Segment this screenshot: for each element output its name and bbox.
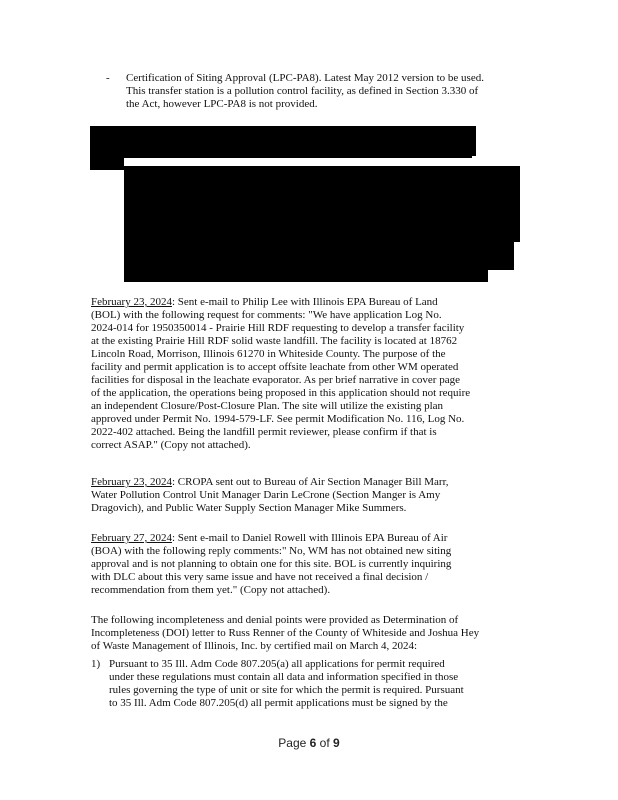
entry-first-line bbox=[91, 476, 531, 489]
entry-line: Water Pollution Control Unit Manager Darin LeCrone (Section Manger is Amy bbox=[91, 489, 441, 501]
entry-line: recommendation from them yet." (Copy not attached). bbox=[91, 584, 331, 596]
entry-line: Lincoln Road, Morrison, Illinois 61270 in Whiteside County. The purpose of the bbox=[91, 348, 446, 360]
entry-line: with DLC about this very same issue and have not received a final decision / bbox=[91, 571, 429, 583]
bullet-line: This transfer station is a pollution control facility, as defined in Section 3.330 of bbox=[126, 85, 479, 97]
list-text bbox=[109, 658, 529, 710]
entry-line: approval and is not planning to obtain one for this site. BOL is currently inquiring bbox=[91, 558, 452, 570]
bullet-line: Certification of Siting Approval (LPC-PA8). Latest May 2012 version to be used. bbox=[126, 72, 484, 84]
entry-first-text: : Sent e-mail to Philip Lee with Illinois EPA Bureau of Land bbox=[171, 296, 438, 308]
redaction-bar bbox=[124, 166, 520, 224]
footer-prefix: Page bbox=[278, 736, 310, 750]
entry-first-text: : Sent e-mail to Daniel Rowell with Illinois EPA Bureau of Air bbox=[171, 532, 448, 544]
entry-feb27-boa bbox=[91, 532, 531, 597]
entry-line: of the application, the operations being proposed in this application should not require bbox=[91, 387, 471, 399]
redaction-bar bbox=[90, 156, 124, 170]
entry-first-text: : CROPA sent out to Bureau of Air Section Manager Bill Marr, bbox=[171, 476, 449, 488]
entry-line: facilities for disposal in the leachate evaporator. As per brief narrative in cover page bbox=[91, 374, 460, 386]
list-line: under these regulations must contain all data and information specified in those bbox=[109, 671, 459, 683]
entry-line: 2022-402 attached. Being the landfill permit reviewer, please confirm if that is bbox=[91, 426, 437, 438]
redaction-bar bbox=[124, 266, 488, 282]
entry-line: Dragovich), and Public Water Supply Section Manager Mike Summers. bbox=[91, 502, 407, 514]
bullet-dash: - bbox=[106, 72, 110, 84]
list-number: 1) bbox=[91, 658, 101, 670]
bullet-line: the Act, however LPC-PA8 is not provided. bbox=[126, 98, 318, 110]
list-line: rules governing the type of unit or site for which the permit is required. Pursuant bbox=[109, 684, 464, 696]
redaction-bar bbox=[90, 140, 472, 158]
redaction-bar bbox=[124, 220, 520, 242]
entry-line: an independent Closure/Post-Closure Plan. The site will utilize the existing plan bbox=[91, 400, 444, 412]
entry-line: correct ASAP." (Copy not attached). bbox=[91, 439, 251, 451]
intro-line: of Waste Management of Illinois, Inc. by certified mail on March 4, 2024: bbox=[91, 640, 418, 652]
entry-line: (BOL) with the following request for comments: "We have application Log No. bbox=[91, 309, 442, 321]
entry-line: at the existing Prairie Hill RDF solid waste landfill. The facility is located at 18762 bbox=[91, 335, 458, 347]
footer-middle: of bbox=[316, 736, 334, 750]
entry-line: 2024-014 for 1950350014 - Prairie Hill RDF requesting to develop a transfer facility bbox=[91, 322, 465, 334]
list-line: Pursuant to 35 Ill. Adm Code 807.205(a) all applications for permit required bbox=[109, 658, 445, 670]
footer-total-pages: 9 bbox=[333, 736, 340, 750]
intro-line: The following incompleteness and denial points were provided as Determination of bbox=[91, 614, 459, 626]
entry-line: facility and permit application is to accept offsite leachate from other WM operated bbox=[91, 361, 459, 373]
entry-feb23-cropa bbox=[91, 476, 531, 515]
entry-line: (BOA) with the following reply comments:" No, WM has not obtained new siting bbox=[91, 545, 452, 557]
bullet-text bbox=[126, 72, 526, 111]
page-number-footer bbox=[0, 736, 618, 750]
entry-first-line bbox=[91, 532, 531, 545]
intro-line: Incompleteness (DOI) letter to Russ Renner of the County of Whiteside and Joshua Hey bbox=[91, 627, 480, 639]
entry-line: approved under Permit No. 1994-579-LF. See permit Modification No. 116, Log No. bbox=[91, 413, 465, 425]
entry-date: February 27, 2024 bbox=[91, 532, 172, 544]
entry-date: February 23, 2024 bbox=[91, 476, 172, 488]
entry-first-line bbox=[91, 296, 531, 309]
list-line: to 35 Ill. Adm Code 807.205(d) all permit applications must be signed by the bbox=[109, 697, 448, 709]
doi-intro bbox=[91, 614, 531, 653]
entry-date: February 23, 2024 bbox=[91, 296, 172, 308]
footer-current-page: 6 bbox=[309, 736, 317, 750]
entry-feb23-bol bbox=[91, 296, 531, 452]
